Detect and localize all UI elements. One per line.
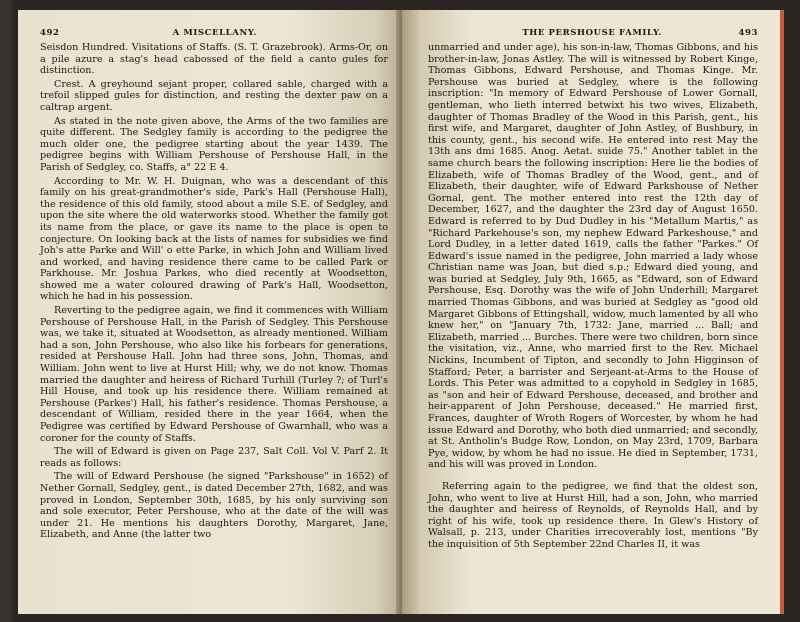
paragraph: Reverting to the pedigree again, we find it commences with William Pershouse of Pershouse Hall, in the Parish of Sedgley. This Pershouse was, we take it, situated at Woodsetton, as already mentioned. William had a son, John Pershouse, who also like his forbears for generations, resided at Pershouse Hall. John had three sons, John, Thomas, and William. John went to live at Hurst Hill; why, we do not know. Thomas married the daughter and heiress of Richard Turhill (Turley ?; of Turl's Hill House, and took up his residence there. William remained at Pershouse (Parkes') Hall, his father's residence. Thomas Pershouse, a descendant of William, resided there in the year 1664, when the Pedigree was certified by Edward Pershouse of Gwarnhall, who was a coroner for the county of Staffs. bbox=[40, 305, 388, 444]
right-page bbox=[402, 10, 784, 614]
right-page-body bbox=[428, 42, 758, 551]
left-page-body bbox=[40, 42, 388, 541]
left-page bbox=[18, 10, 402, 614]
running-head: THE PERSHOUSE FAMILY. bbox=[522, 28, 663, 38]
page-number: 493 bbox=[738, 28, 758, 38]
running-head: A MISCELLANY. bbox=[172, 28, 257, 38]
paragraph: As stated in the note given above, the Arms of the two families are quite different. The Sedgley family is according to the pedigree the much older one, the pedigree starting about the year 1439. The pedigree begins with William Pershouse of Pershouse Hall, in the Parish of Sedgley, co. Staffs, a° 22 E 4. bbox=[40, 115, 388, 173]
paragraph: According to Mr. W. H. Duignan, who was a descendant of this family on his great-grandmother's side, Park's Hall (Pershouse Hall), the residence of this old family, stood about a mile S.E. of Sedgley, and upon the site where the old waterworks stood. Whether the family got its name from the place, or gave its name to the place is open to conjecture. On looking back at the lists of names for subsidies we find Joh's atte Parke and Will' o ette Parke, in which John and William lived and worked, and having residence there came to be called Park or Parkhouse. Mr. Joshua Parkes, who died recently at Woodsetton, showed me a water coloured drawing of Park's Hall, Woodsetton, which he had in his possession. bbox=[40, 175, 388, 303]
page-number: 492 bbox=[40, 28, 60, 38]
paragraph: Seisdon Hundred. Visitations of Staffs. (S. T. Grazebrook). Arms-Or, on a pile azure a stag's head cabossed of the field a canto gules for distinction. bbox=[40, 42, 388, 77]
left-page-header bbox=[40, 28, 388, 42]
paragraph: Crest. A greyhound sejant proper, collared sable, charged with a trefoil slipped gules for distinction, and resting the dexter paw on a caltrap argent. bbox=[40, 78, 388, 113]
paragraph: Referring again to the pedigree, we find that the oldest son, John, who went to live at Hurst Hill, had a son, John, who married the daughter and heiress of Reynolds, of Reynolds Hall, and by right of his wife, took up residence there. In Glew's History of Walsall, p. 213, under Charities irrecoverably lost, mentions "By the inquisition of 5th September 22nd Charles II, it was bbox=[428, 480, 758, 550]
right-page-header bbox=[428, 28, 758, 42]
paragraph: unmarried and under age), his son-in-law, Thomas Gibbons, and his brother-in-law, Jonas Astley. The will is witnessed by Robert Kinge, Thomas Gibbons, Edward Pershouse, and Thomas Kinge. Mr. Pershouse was buried at Sedgley, where is the following inscription: "In memory of Edward Pershouse of Lower Gornall, gentleman, who lieth interred betwixt his two wives, Elizabeth, daughter of Thomas Bradley of the Wood in this Parish, gent., his first wife, and Margaret, daughter of John Astley, of Bushbury, in this county, gent., his second wife. He entered into rest May the 13th ans dmi 1685. Anog. Aetat. suide 75." Another tablet in the same church bears the following inscription: Here lie the bodies of Elizabeth, wife of Thomas Bradley of the Wood, gent., and of Elizabeth, their daughter, wife of Edward Parkshouse of Nether Gornal, gent. The mother entered into rest the 12th day of December, 1627, and the daughter the 23rd day of August 1650. Edward is referred to by Dud Dudley in his "Metallum Martis," as "Richard Parkehouse's son, my nephew Edward Parkeshouse," and Lord Dudley, in a letter dated 1619, calls the father "Parkes." Of Edward's issue named in the pedigree, John married a lady whose Christian name was Joan, but died s.p.; Edward died young, and was buried at Sedgley, July 9th, 1665, as "Edward, son of Edward Pershouse, Esq. Dorothy was the wife of John Underhill; Margaret married Thomas Gibbons, and was buried at Sedgley as "good old Margaret Gibbons of Ettingshall, widow, much lamented by all who knew her," on "January 7th, 1732: Jane, married ... Ball; and Elizabeth, married ... Burches. There were two children, born since the visitation, viz., Anne, who married first to the Rev. Michael Nickins, Incumbent of Tipton, and secondly to John Higginson of Stafford; Peter, a barrister and Serjeant-at-Arms to the House of Lords. This Peter was admitted to a copyhold in Sedgley in 1685, as "son and heir of Edward Pershouse, deceased, and brother and heir-apparent of John Pershouse, deceased." He married first, Frances, daughter of Wroth Rogers of Worcester, by whom he had issue Edward and Dorothy, who both died unmarried; and secondly, at St. Antholin's Budge Row, London, on May 23rd, 1709, Barbara Pye, widow, by whom he had no issue. He died in September, 1731, and his will was proved in London. bbox=[428, 42, 758, 471]
paragraph: The will of Edward Pershouse (he signed "Parkshouse" in 1652) of Nether Gornall, Sedgley, gent., is dated December 27th, 1682, and was proved in London, September 30th, 1685, by his only surviving son and sole executor, Peter Pershouse, who at the date of the will was under 21. He mentions his daughters Dorothy, Margaret, Jane, Elizabeth, and Anne (the latter two bbox=[40, 471, 388, 541]
paragraph: The will of Edward is given on Page 237, Salt Coll. Vol V. Parf 2. It reads as follows: bbox=[40, 446, 388, 469]
